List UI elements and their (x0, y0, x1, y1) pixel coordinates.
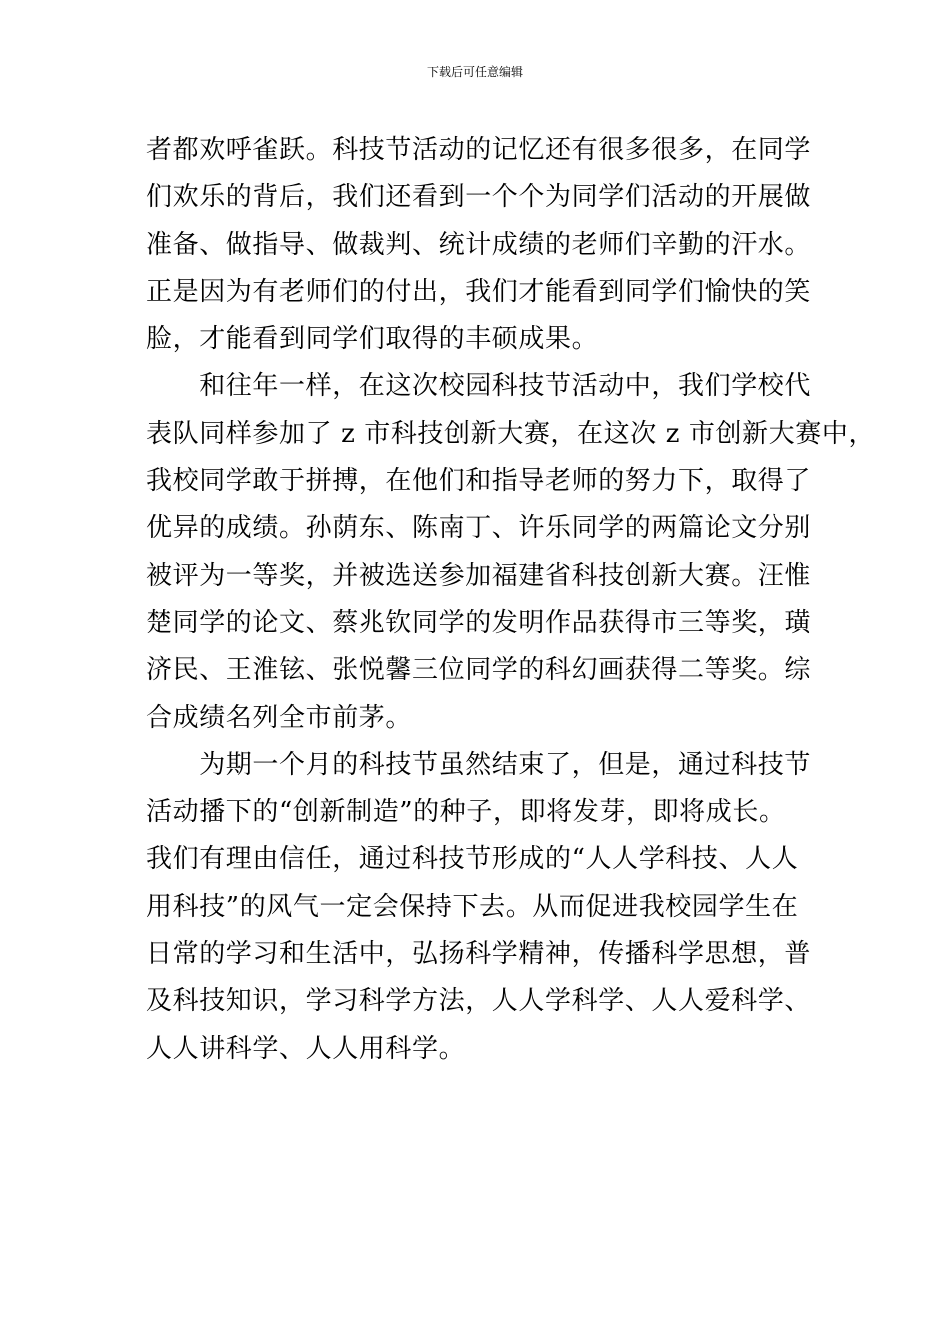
text-line: 我们有理由信任，通过科技节形成的“人人学科技、人人 (146, 844, 799, 875)
text-line: 我校同学敢于拼搏，在他们和指导老师的努力下，取得了 (146, 466, 812, 497)
text-line: 为期一个月的科技节虽然结束了，但是，通过科技节 (146, 749, 812, 780)
text-line: 楚同学的论文、蔡兆钦同学的发明作品获得市三等奖，璜 (146, 607, 812, 638)
text-line: 用科技”的风气一定会保持下去。从而促进我校园学生在 (146, 891, 799, 922)
text-line: 济民、王淮铉、张悦馨三位同学的科幻画获得二等奖。综 (146, 655, 812, 686)
text-line: 准备、做指导、做裁判、统计成绩的老师们辛勤的汗水。 (146, 229, 812, 260)
text-line: 及科技知识，学习科学方法，人人学科学、人人爱科学、 (146, 986, 812, 1017)
text-line: 者都欢呼雀跃。科技节活动的记忆还有很多很多，在同学 (146, 135, 812, 165)
text-line: 日常的学习和生活中，弘扬科学精神，传播科学思想，普 (146, 939, 812, 970)
document-body (146, 127, 876, 1073)
text-line: 和往年一样，在这次校园科技节活动中，我们学校代 (146, 371, 812, 402)
text-line: 优异的成绩。孙荫东、陈南丁、许乐同学的两篇论文分别 (146, 513, 812, 544)
text-line: 活动播下的“创新制造”的种子，即将发芽，即将成长。 (146, 797, 786, 828)
text-line: 人人讲科学、人人用科学。 (146, 1033, 466, 1064)
page-header: 下载后可任意编辑 (426, 65, 523, 79)
text-line: 被评为一等奖，并被选送参加福建省科技创新大赛。汪惟 (146, 560, 812, 591)
text-line: 脸，才能看到同学们取得的丰硕成果。 (146, 324, 599, 355)
text-line: 们欢乐的背后，我们还看到一个个为同学们活动的开展做 (146, 182, 812, 213)
text-line: 正是因为有老师们的付出，我们才能看到同学们愉快的笑 (146, 276, 812, 307)
text-line: 表队同样参加了 z 市科技创新大赛，在这次 z 市创新大赛中， (146, 418, 876, 449)
text-line: 合成绩名列全市前茅。 (146, 702, 413, 733)
